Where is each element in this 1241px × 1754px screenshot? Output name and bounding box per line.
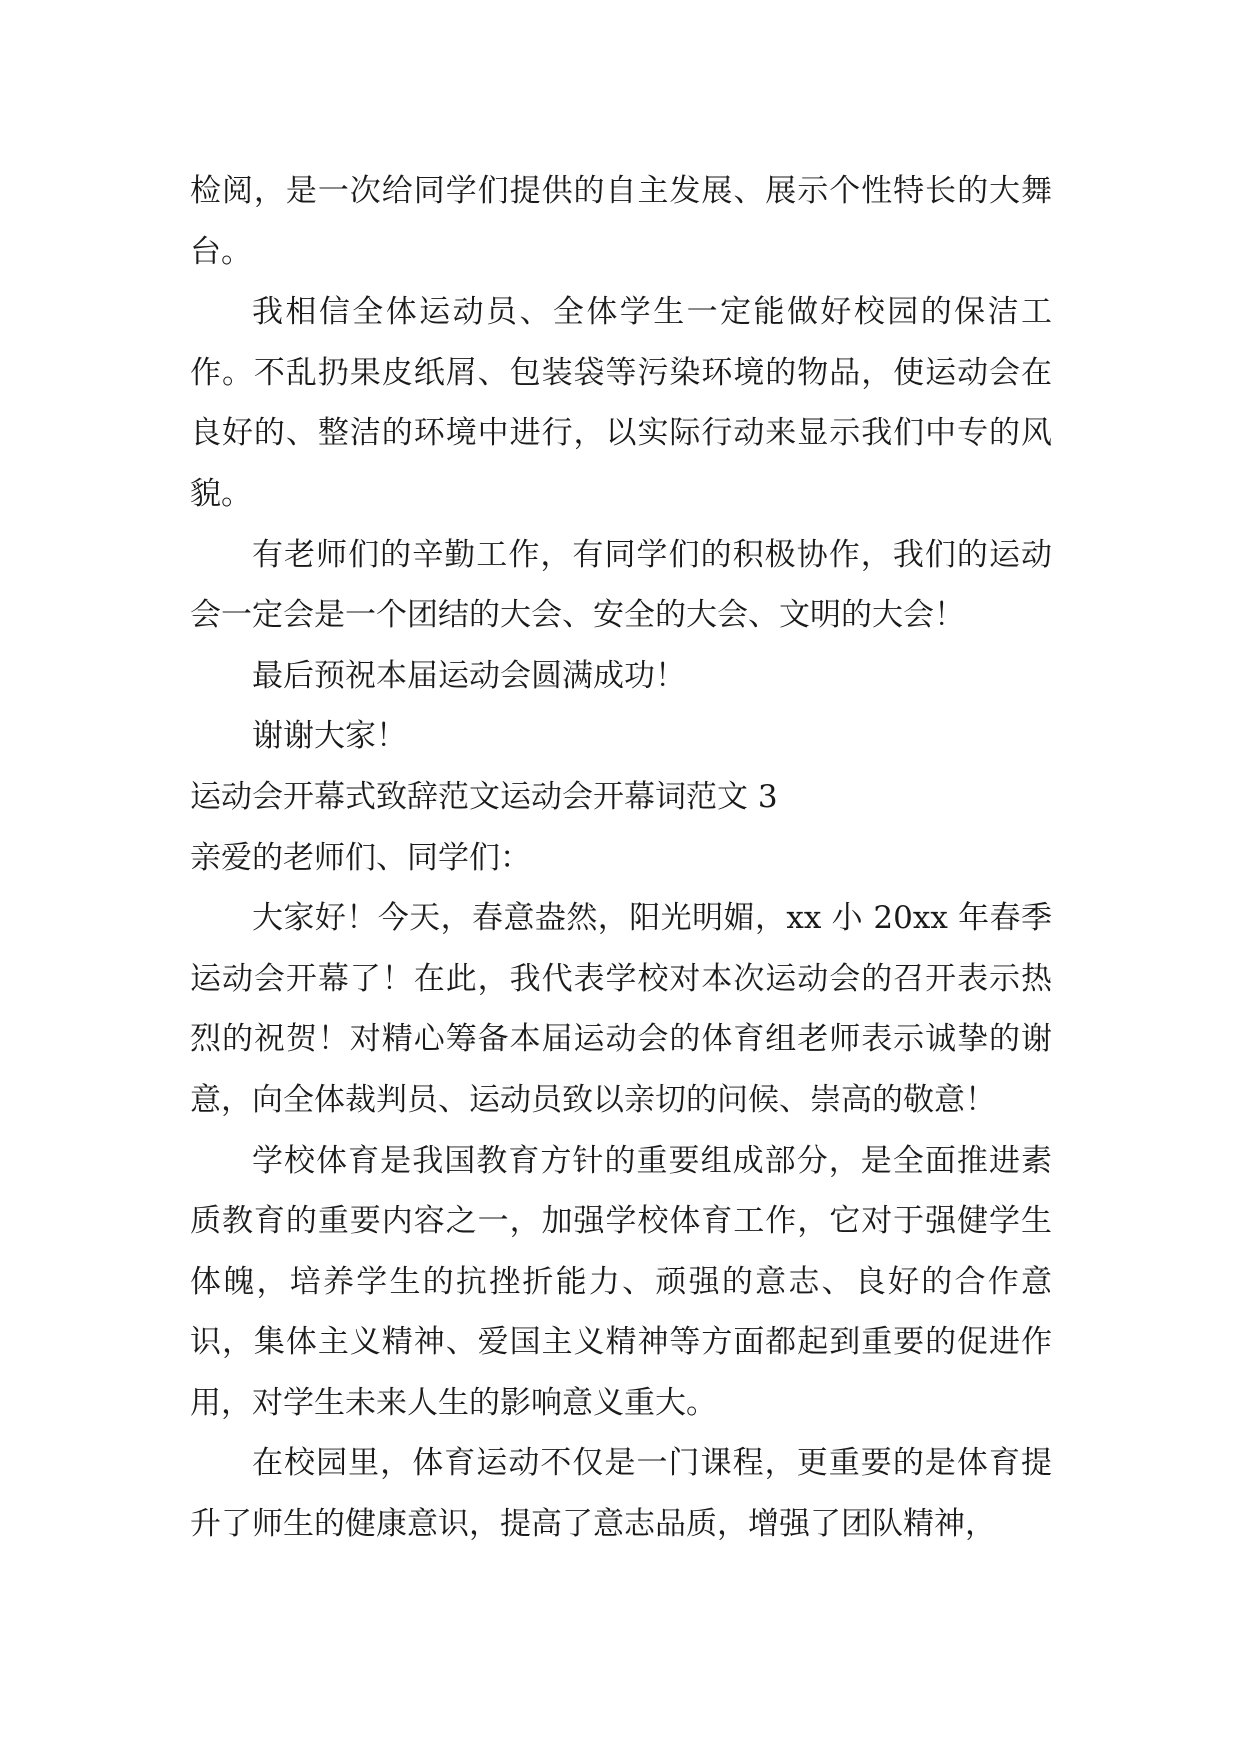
paragraph-school-sports: 学校体育是我国教育方针的重要组成部分，是全面推进素质教育的重要内容之一，加强学校体育工作，它对于强健学生体魄，培养学生的抗挫折能力、顽强的意志、良好的合作意识，集体主义精神、爱国主义精神等方面都起到重要的促进作用，对学生未来人生的影响意义重大。 — [190, 1142, 1052, 1421]
paragraph-wishes: 最后预祝本届运动会圆满成功！ — [252, 657, 686, 694]
paragraph-continuation: 检阅，是一次给同学们提供的自主发展、展示个性特长的大舞台。 — [190, 173, 1052, 270]
document-body — [190, 161, 1052, 1555]
paragraph-thanks: 谢谢大家！ — [252, 718, 407, 755]
paragraph-campus: 在校园里，体育运动不仅是一门课程，更重要的是体育提升了师生的健康意识，提高了意志品质，增强了团队精神， — [190, 1445, 1052, 1543]
paragraph-cooperation: 有老师们的辛勤工作，有同学们的积极协作，我们的运动会一定会是一个团结的大会、安全的大会、文明的大会！ — [190, 536, 1052, 634]
paragraph-cleanliness: 我相信全体运动员、全体学生一定能做好校园的保洁工作。不乱扔果皮纸屑、包装袋等污染环境的物品，使运动会在良好的、整洁的环境中进行，以实际行动来显示我们中专的风貌。 — [190, 294, 1052, 512]
paragraph-opening: 大家好！今天，春意盎然，阳光明媚，xx 小 20xx 年春季运动会开幕了！在此，我代表学校对本次运动会的召开表示热烈的祝贺！对精心筹备本届运动会的体育组老师表示诚挚的谢意，向全体裁判员、运动员致以亲切的问候、崇高的敬意！ — [190, 900, 1052, 1118]
section-heading: 运动会开幕式致辞范文运动会开幕词范文 3 — [190, 778, 778, 815]
salutation: 亲爱的老师们、同学们： — [190, 839, 531, 876]
